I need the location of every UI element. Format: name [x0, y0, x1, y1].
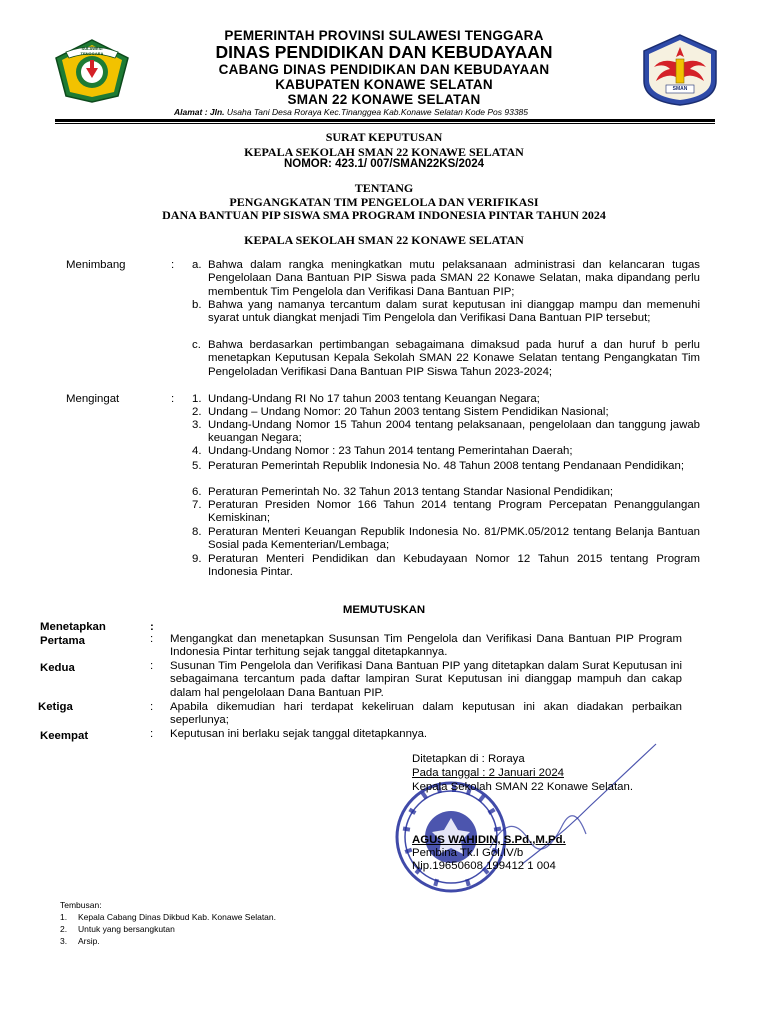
letterhead-branch: CABANG DINAS PENDIDIKAN DAN KEBUDAYAAN — [218, 62, 550, 77]
mengingat-label: Mengingat — [66, 393, 120, 405]
kedua-label: Kedua — [40, 662, 75, 674]
mengingat-marker-9: 9. — [192, 553, 202, 565]
menimbang-marker-a: a. — [192, 259, 202, 271]
mengingat-marker-3: 3. — [192, 419, 202, 431]
kedua-colon: : — [150, 660, 154, 672]
letterhead-rule-thick — [55, 119, 715, 122]
keempat-label: Keempat — [40, 730, 89, 742]
mengingat-marker-4: 4. — [192, 445, 202, 457]
letterhead-rule-thin — [55, 123, 715, 124]
decree-title: SURAT KEPUTUSAN — [325, 130, 443, 144]
signature-place: Ditetapkan di : Roraya — [412, 753, 525, 765]
left-emblem-lettering: SULAWESI TENGGARA — [80, 46, 104, 56]
keempat-text: Keputusan ini berlaku sejak tanggal ditetapkannya. — [170, 728, 428, 740]
tembusan-marker-2: 2. — [60, 924, 68, 934]
tembusan-item-1: Kepala Cabang Dinas Dikbud Kab. Konawe Selatan. — [78, 912, 276, 922]
letterhead-government: PEMERINTAH PROVINSI SULAWESI TENGGARA — [224, 28, 544, 43]
pertama-label: Pertama — [40, 635, 85, 647]
mengingat-item-9: Peraturan Menteri Pendidikan dan Kebudayaan Nomor 12 Tahun 2015 tentang Program Indonesia Pintar. — [208, 553, 700, 579]
decree-about: TENTANG — [354, 181, 414, 195]
mengingat-item-1: Undang-Undang RI No 17 tahun 2003 tentang Keuangan Negara; — [208, 393, 540, 405]
signatory-rank: Pembina Tk.I Gol.IV/b — [412, 847, 524, 859]
tembusan-marker-1: 1. — [60, 912, 68, 922]
tembusan-marker-3: 3. — [60, 936, 68, 946]
tembusan-heading: Tembusan: — [60, 900, 102, 910]
menimbang-item-a: Bahwa dalam rangka meningkatkan mutu pelaksanaan administrasi dan kelancaran tugas Pengelolaan Dana Bantuan PIP Siswa pada SMAN 22 Konawe Selatan, maka dipandang perlu membentuk Tim Pengelola dan Verifikasi Dana Bantuan PIP; — [208, 259, 700, 298]
decree-subject-1: PENGANGKATAN TIM PENGELOLA DAN VERIFIKASI — [229, 195, 539, 209]
ketiga-colon: : — [150, 701, 154, 713]
mengingat-marker-6: 6. — [192, 486, 202, 498]
kedua-text: Susunan Tim Pengelola dan Verifikasi Dana Bantuan PIP yang ditetapkan dalam Surat Keputusan ini sebagaimana tercantum pada daftar lampiran Surat Keputusan ini dianggap mampuh dan cakap dalam hal pengelolaan Dana Bantuan PIP. — [170, 660, 682, 699]
menimbang-marker-c: c. — [192, 339, 201, 351]
decree-issuer-line: KEPALA SEKOLAH SMAN 22 KONAWE SELATAN — [244, 145, 524, 159]
pertama-colon: : — [150, 633, 154, 645]
mengingat-item-5: Peraturan Pemerintah Republik Indonesia No. 48 Tahun 2008 tentang Pendanaan Pendidikan; — [208, 460, 685, 472]
mengingat-item-3: Undang-Undang Nomor 15 Tahun 2004 tentang pelaksanaan, pengelolaan dan tanggung jawab keuangan Negara; — [208, 419, 700, 445]
menetapkan-label: Menetapkan — [40, 621, 106, 633]
mengingat-marker-1: 1. — [192, 393, 202, 405]
menimbang-marker-b: b. — [192, 299, 202, 311]
mengingat-marker-5: 5. — [192, 460, 202, 472]
tembusan-item-3: Arsip. — [78, 936, 100, 946]
mengingat-item-6: Peraturan Pemerintah No. 32 Tahun 2013 tentang Standar Nasional Pendidikan; — [208, 486, 614, 498]
decree-subject-2: DANA BANTUAN PIP SISWA SMA PROGRAM INDONESIA PINTAR TAHUN 2024 — [162, 208, 606, 222]
signature-position: Kepala Sekolah SMAN 22 Konawe Selatan. — [412, 781, 633, 793]
mengingat-marker-8: 8. — [192, 526, 202, 538]
address-text: Usaha Tani Desa Roraya Kec.Tinanggea Kab.Konawe Selatan Kode Pos 93385 — [226, 107, 529, 117]
decree-authority: KEPALA SEKOLAH SMAN 22 KONAWE SELATAN — [244, 233, 524, 247]
signatory-name: AGUS WAHIDIN, S.Pd.,M.Pd. — [412, 834, 566, 846]
menetapkan-colon: : — [150, 621, 154, 633]
letterhead-school: SMAN 22 KONAWE SELATAN — [287, 92, 481, 107]
menimbang-colon: : — [171, 259, 175, 271]
menimbang-label: Menimbang — [66, 259, 126, 271]
ketiga-text: Apabila dikemudian hari terdapat kekeliruan dalam keputusan ini akan diadakan perbaikan seperlunya; — [170, 701, 682, 727]
mengingat-item-2: Undang – Undang Nomor: 20 Tahun 2003 tentang Sistem Pendidikan Nasional; — [208, 406, 609, 418]
mengingat-item-7: Peraturan Presiden Nomor 166 Tahun 2014 tentang Program Percepatan Penanggulangan Kemiskinan; — [208, 499, 700, 525]
letterhead-regency: KABUPATEN KONAWE SELATAN — [275, 77, 493, 92]
decree-number: NOMOR: 423.1/ 007/SMAN22KS/2024 — [283, 158, 485, 170]
letterhead-agency: DINAS PENDIDIKAN DAN KEBUDAYAAN — [215, 42, 553, 62]
keempat-colon: : — [150, 728, 154, 740]
menimbang-item-b: Bahwa yang namanya tercantum dalam surat keputusan ini dianggap mampu dan memenuhi syarat untuk diangkat menjadi Tim Pengelola dan Verifikasi Dana Bantuan PIP tersebut; — [208, 299, 700, 325]
mengingat-item-8: Peraturan Menteri Keuangan Republik Indonesia No. 81/PMK.05/2012 tentang Belanja Bantuan Sosial pada Kementerian/Lembaga; — [208, 526, 700, 552]
menimbang-item-c: Bahwa berdasarkan pertimbangan sebagaimana dimaksud pada huruf a dan huruf b perlu menetapkan Keputusan Kepala Sekolah SMAN 22 Konawe Selatan tentang Pengangkatan Tim Pengeloladan Verifikasi Dana Bantuan PIP Siswa Tahun 2023-2024; — [208, 339, 700, 378]
pertama-text: Mengangkat dan menetapkan Susunsan Tim Pengelola dan Verifikasi Dana Bantuan PIP Program Indonesia Pintar terhitung sejak tanggal ditetapkannya. — [170, 633, 682, 659]
mengingat-marker-2: 2. — [192, 406, 202, 418]
memutuskan-heading: MEMUTUSKAN — [342, 604, 426, 616]
tembusan-item-2: Untuk yang bersangkutan — [78, 924, 175, 934]
mengingat-item-4: Undang-Undang Nomor : 23 Tahun 2014 tentang Pemerintahan Daerah; — [208, 445, 573, 457]
mengingat-colon: : — [171, 393, 175, 405]
signature-date: Pada tanggal : 2 Januari 2024 — [412, 767, 564, 779]
mengingat-marker-7: 7. — [192, 499, 202, 511]
ketiga-label: Ketiga — [38, 701, 73, 713]
address-label: Alamat : Jln. — [174, 107, 225, 117]
signatory-nip: Nip.19650608 199412 1 004 — [412, 860, 556, 872]
letterhead-address — [174, 107, 634, 117]
right-emblem-lettering: SMAN — [672, 86, 688, 92]
